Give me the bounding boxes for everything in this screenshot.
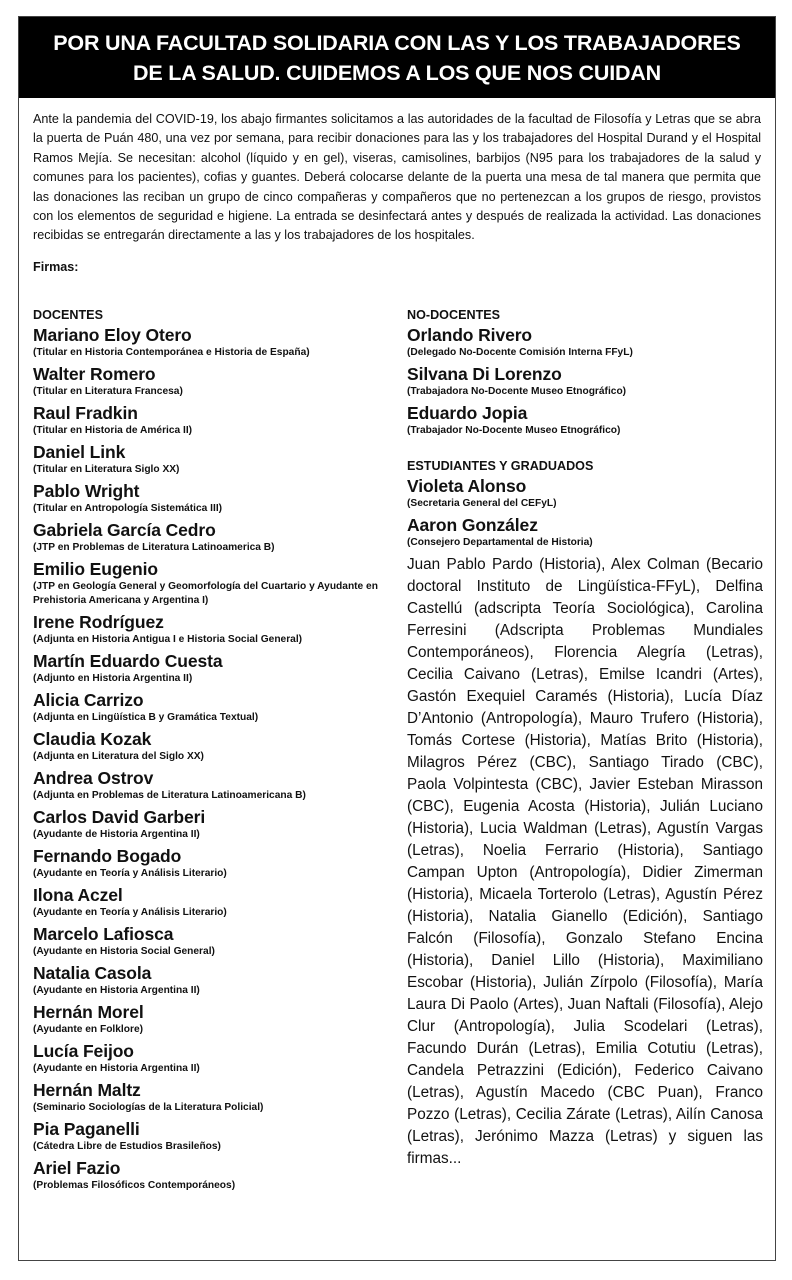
petition-document xyxy=(18,16,776,1261)
docentes-title: DOCENTES xyxy=(33,308,103,322)
docentes-column xyxy=(33,307,388,1197)
signatory-role: (Ayudante en Teoría y Análisis Literario) xyxy=(33,868,227,879)
signatory-role: (Delegado No-Docente Comisión Interna FFyL) xyxy=(407,347,633,358)
signatory-name: Natalia Casola xyxy=(33,963,152,983)
signatory-role: (Adjunta en Lingüística B y Gramática Textual) xyxy=(33,712,259,723)
students-signatures-text: Juan Pablo Pardo (Historia), Alex Colman (Becario doctoral Instituto de Lingüística-FFyL), Delfina Castellú (adscripta Teoría Sociológica), Carolina Ferresini (Adscripta Problemas Mundiales Contemporáneos), Florencia Alegría (Letras), Cecilia Caivano (Letras), Emilse Icandri (Artes), Gastón Exequiel Caramés (Historia), Lucía Díaz D’Antonio (Antropología), Mauro Trufero (Historia), Tomás Cortese (Historia), Matías Brito (Historia), Milagros Pérez (CBC), Santiago Tirado (CBC), Paola Volpintesta (CBC), Javier Esteban Mirasson (CBC), Eugenia Acosta (Historia), Julián Luciano (Historia), Lucia Waldman (Letras), Agustín Vargas (Letras), Noelia Ferrario (Historia), Santiago Campan Upton (Antropología), Didier Zimerman (Historia), Micaela Torterolo (Letras), Agustín Pérez (Historia), Natalia Gianello (Edición), Santiago Falcón (Filosofía), Gonzalo Stefano Encina (Historia), Daniel Lillo (Historia), Maximiliano Escobar (Historia), Julián Zírpolo (Filosofía), María Laura Di Paolo (Artes), Juan Naftali (Filosofía), Alejo Clur (Antropología), Julia Scodelari (Letras), Facundo Durán (Letras), Emilia Cotutiu (Letras), Candela Petrazzini (Edición), Federico Caivano (Letras), Agustín Macedo (CBC Puan), Franco Pozzo (Letras), Cecilia Zárate (Letras), Ailín Canosa (Letras), Jerónimo Mazza (Letras) y siguen las firmas... xyxy=(407,556,763,1167)
signatory-name: Mariano Eloy Otero xyxy=(33,325,192,345)
signatory-name: Irene Rodríguez xyxy=(33,612,164,632)
signatory-name: Walter Romero xyxy=(33,364,156,384)
signatory xyxy=(33,690,388,725)
signatory-name: Claudia Kozak xyxy=(33,729,152,749)
signatory-role: (JTP en Geología General y Geomorfología del Cuartario y Ayudante en Prehistoria Americana y Argentina I) xyxy=(33,581,378,606)
signatory xyxy=(33,559,388,608)
signatory-name: Emilio Eugenio xyxy=(33,559,158,579)
signatory xyxy=(33,481,388,516)
signatory-role: (Titular en Literatura Francesa) xyxy=(33,386,183,397)
signatory-role: (Ayudante en Historia Social General) xyxy=(33,946,215,957)
signatory xyxy=(407,364,763,399)
signatory-name: Lucía Feijoo xyxy=(33,1041,134,1061)
signatory xyxy=(33,325,388,360)
signatory-name: Daniel Link xyxy=(33,442,126,462)
petition-header xyxy=(19,17,775,98)
signatory-role: (Titular en Historia Contemporánea e Historia de España) xyxy=(33,347,310,358)
signatory-role: (Ayudante en Folklore) xyxy=(33,1024,143,1035)
signatory-role: (Adjunto en Historia Argentina II) xyxy=(33,673,193,684)
signatory-role: (Titular en Literatura Siglo XX) xyxy=(33,464,180,475)
signatory-role: (Ayudante de Historia Argentina II) xyxy=(33,829,200,840)
signatory-name: Violeta Alonso xyxy=(407,476,527,496)
signatory xyxy=(33,768,388,803)
signatory-role: (Problemas Filosóficos Contemporáneos) xyxy=(33,1180,236,1191)
signatory-role: (JTP en Problemas de Literatura Latinoamerica B) xyxy=(33,542,275,553)
signatory xyxy=(33,1158,388,1193)
signatory xyxy=(407,403,763,438)
signatory-name: Eduardo Jopia xyxy=(407,403,528,423)
signatory xyxy=(33,885,388,920)
signatory-name: Raul Fradkin xyxy=(33,403,138,423)
signatory-name: Hernán Morel xyxy=(33,1002,144,1022)
signatory-role: (Trabajador No-Docente Museo Etnográfico) xyxy=(407,425,621,436)
title-line-2: DE LA SALUD. CUIDEMOS A LOS QUE NOS CUIDAN xyxy=(133,61,661,85)
signatory-name: Ilona Aczel xyxy=(33,885,123,905)
intro-paragraph: Ante la pandemia del COVID-19, los abajo firmantes solicitamos a las autoridades de la facultad de Filosofía y Letras que se abra la puerta de Puán 480, una vez por semana, para recibir donaciones para las y los trabajadores del Hospital Durand y el Hospital Ramos Mejía. Se necesitan: alcohol (líquido y en gel), viseras, camisolines, barbijos (N95 para los trabajadores de la salud y comunes para los pacientes), cofias y guantes. Deberá colocarse delante de la puerta una mesa de tal manera que permita que las donaciones las reciban un grupo de cinco compañeras y compañeros que no pertenezcan a los grupos de riesgo, provistos con los elementos de seguridad e higiene. La entrada se desinfectará antes y después de realizada la actividad. Las donaciones recibidas se entregarán directamente a las y los trabajadores de los hospitales. xyxy=(33,112,761,243)
signatory-role: (Ayudante en Teoría y Análisis Literario) xyxy=(33,907,227,918)
signatory-role: (Adjunta en Literatura del Siglo XX) xyxy=(33,751,204,762)
signatory xyxy=(33,1041,388,1076)
signatory-name: Gabriela García Cedro xyxy=(33,520,216,540)
signatory xyxy=(33,651,388,686)
signatory-name: Marcelo Lafiosca xyxy=(33,924,174,944)
signatory xyxy=(33,520,388,555)
no-docentes-title: NO-DOCENTES xyxy=(407,308,501,322)
signatory xyxy=(33,729,388,764)
signatory xyxy=(33,924,388,959)
signatory-role: (Secretaria General del CEFyL) xyxy=(407,498,557,509)
signatory-name: Alicia Carrizo xyxy=(33,690,144,710)
signatory-name: Fernando Bogado xyxy=(33,846,182,866)
signatory-name: Pia Paganelli xyxy=(33,1119,140,1139)
signatory-role: (Ayudante en Historia Argentina II) xyxy=(33,1063,200,1074)
docentes-list xyxy=(33,325,388,1193)
firmas-label: Firmas: xyxy=(33,259,79,274)
signatory xyxy=(33,612,388,647)
signatory xyxy=(33,963,388,998)
signatory-role: (Adjunta en Historia Antigua I e Historia Social General) xyxy=(33,634,303,645)
estudiantes-title: ESTUDIANTES Y GRADUADOS xyxy=(407,459,594,473)
signatory-role: (Ayudante en Historia Argentina II) xyxy=(33,985,200,996)
signatory-name: Silvana Di Lorenzo xyxy=(407,364,562,384)
signatory xyxy=(33,1080,388,1115)
signatory-role: (Trabajadora No-Docente Museo Etnográfico) xyxy=(407,386,627,397)
right-column xyxy=(407,307,763,1170)
no-docentes-list xyxy=(407,325,763,438)
signatory-name: Martín Eduardo Cuesta xyxy=(33,651,223,671)
signatory-role: (Seminario Sociologías de la Literatura Policial) xyxy=(33,1102,264,1113)
signatory-role: (Titular en Historia de América II) xyxy=(33,425,193,436)
signatory xyxy=(407,325,763,360)
title-line-1: POR UNA FACULTAD SOLIDARIA CON LAS Y LOS TRABAJADORES xyxy=(53,31,741,55)
signatory xyxy=(33,1002,388,1037)
signatory xyxy=(33,442,388,477)
signatory xyxy=(33,846,388,881)
signatory xyxy=(33,364,388,399)
signatory-role: (Consejero Departamental de Historia) xyxy=(407,537,593,548)
signatory-role: (Adjunta en Problemas de Literatura Latinoamericana B) xyxy=(33,790,306,801)
signatory xyxy=(407,515,763,550)
signatory-role: (Cátedra Libre de Estudios Brasileños) xyxy=(33,1141,221,1152)
signatory xyxy=(33,1119,388,1154)
signatory-name: Orlando Rivero xyxy=(407,325,533,345)
signatory xyxy=(33,403,388,438)
signatory-name: Carlos David Garberi xyxy=(33,807,206,827)
signatory-name: Ariel Fazio xyxy=(33,1158,121,1178)
signatory xyxy=(407,476,763,511)
signatory xyxy=(33,807,388,842)
signatory-name: Aaron González xyxy=(407,515,538,535)
signatory-role: (Titular en Antropología Sistemática III) xyxy=(33,503,223,514)
signatory-name: Hernán Maltz xyxy=(33,1080,141,1100)
signatory-name: Andrea Ostrov xyxy=(33,768,154,788)
signatory-name: Pablo Wright xyxy=(33,481,140,501)
estudiantes-list xyxy=(407,476,763,550)
